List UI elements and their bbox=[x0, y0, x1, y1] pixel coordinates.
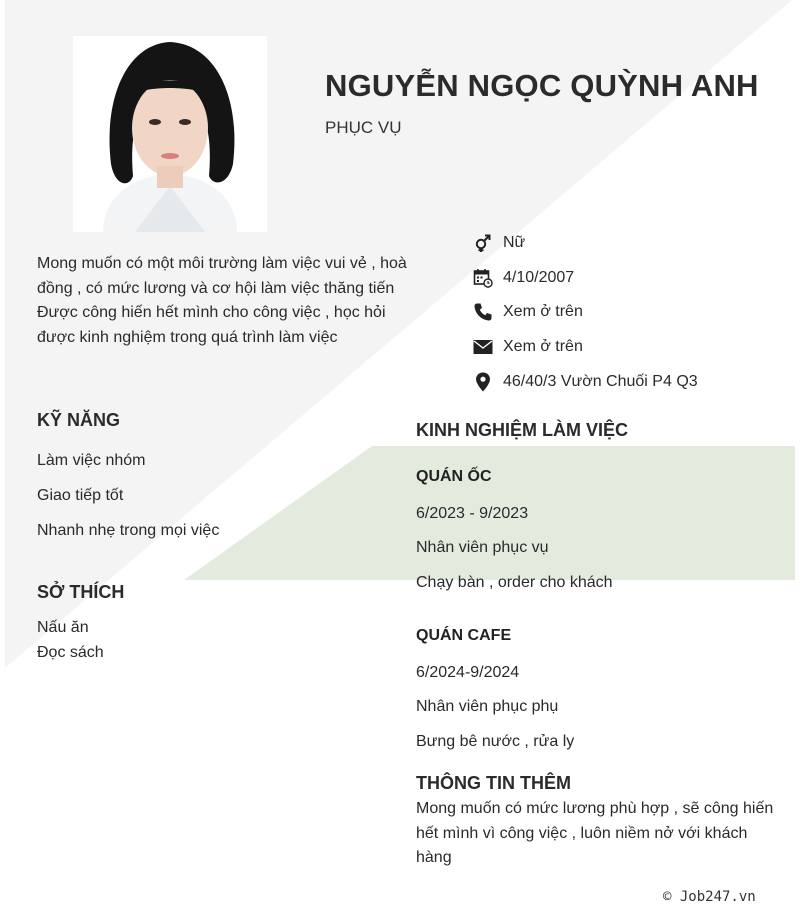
contact-address bbox=[472, 371, 698, 393]
skills-heading: KỸ NĂNG bbox=[37, 410, 121, 430]
skill-item: Giao tiếp tốt bbox=[37, 487, 124, 504]
birthdate-value: 4/10/2007 bbox=[503, 269, 575, 286]
gender-icon bbox=[472, 232, 494, 254]
job-period: 6/2024-9/2024 bbox=[416, 664, 520, 681]
footer-copyright: © Job247.vn bbox=[663, 889, 756, 905]
profile-photo bbox=[73, 36, 267, 232]
envelope-icon bbox=[472, 336, 494, 358]
phone-value: Xem ở trên bbox=[503, 303, 583, 320]
career-objective bbox=[37, 252, 412, 350]
phone-icon bbox=[472, 301, 494, 323]
contact-gender bbox=[472, 232, 525, 254]
job-description: Chạy bàn , order cho khách bbox=[416, 574, 613, 591]
location-pin-icon bbox=[472, 371, 494, 393]
skill-item: Làm việc nhóm bbox=[37, 452, 146, 469]
job-company: QUÁN ỐC bbox=[416, 468, 492, 485]
gender-value: Nữ bbox=[503, 234, 526, 251]
job-role: Nhân viên phục phụ bbox=[416, 698, 559, 715]
hobby-item: Đọc sách bbox=[37, 644, 104, 661]
contact-birthdate bbox=[472, 267, 574, 289]
job-company: QUÁN CAFE bbox=[416, 627, 512, 644]
more-info-heading: THÔNG TIN THÊM bbox=[416, 773, 571, 793]
contact-phone bbox=[472, 301, 583, 323]
job-role: Nhân viên phục vụ bbox=[416, 539, 549, 556]
objective-line: Mong muốn có một môi trường làm việc vui vẻ , hoà đồng , có mức lương và cơ hội làm việc thăng tiến bbox=[37, 255, 407, 297]
skill-item: Nhanh nhẹ trong mọi việc bbox=[37, 522, 220, 539]
job-description: Bưng bê nước , rửa ly bbox=[416, 733, 575, 750]
job-period: 6/2023 - 9/2023 bbox=[416, 505, 529, 522]
hobby-item: Nấu ăn bbox=[37, 619, 89, 636]
address-value: 46/40/3 Vườn Chuối P4 Q3 bbox=[503, 373, 698, 390]
objective-line: Được công hiến hết mình cho công việc , học hỏi được kinh nghiệm trong quá trình làm việc bbox=[37, 304, 386, 346]
experience-heading: KINH NGHIỆM LÀM VIỆC bbox=[416, 420, 629, 440]
hobbies-list bbox=[37, 615, 104, 665]
calendar-icon bbox=[472, 267, 494, 289]
more-info-text: Mong muốn có mức lương phù hợp , sẽ công hiến hết mình vì công việc , luôn niềm nở với khách hàng bbox=[416, 800, 774, 866]
email-value: Xem ở trên bbox=[503, 338, 583, 355]
hobbies-heading: SỞ THÍCH bbox=[37, 582, 125, 602]
candidate-name: NGUYỄN NGỌC QUỲNH ANH bbox=[325, 68, 759, 103]
contact-email bbox=[472, 336, 583, 358]
candidate-position: PHỤC VỤ bbox=[325, 118, 402, 137]
